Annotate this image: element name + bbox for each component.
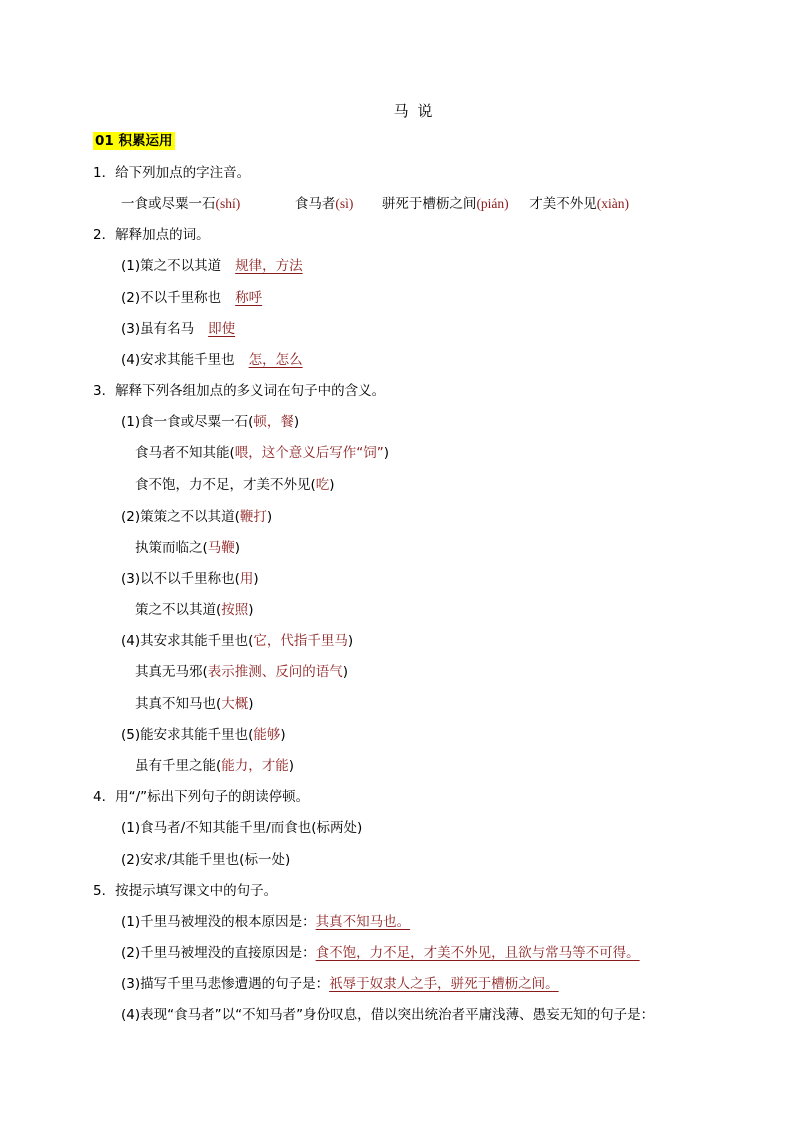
q3-line	[135, 695, 254, 713]
q3-line	[121, 570, 259, 588]
q3-close-paren: )	[280, 727, 286, 743]
q2-item-text: (4)安求其能千里也	[121, 352, 235, 368]
q3-line-text: (2)策策之不以其道(	[121, 509, 240, 525]
q3-line-text: (4)其安求其能千里也(	[121, 633, 254, 649]
q3-line	[135, 444, 389, 462]
q2-item-text: (1)策之不以其道	[121, 258, 222, 274]
question-1-items	[121, 195, 629, 213]
q3-close-paren: )	[288, 758, 295, 774]
q4-item: (1)食马者/不知其能千里/而食也(标两处)	[121, 820, 363, 836]
q2-answer: 称呼	[235, 290, 263, 306]
q3-answer: 按照	[221, 602, 249, 618]
q1-item-text: 骈死于槽枥之间	[381, 196, 477, 212]
q3-line	[121, 726, 286, 744]
q3-close-paren: )	[248, 602, 254, 618]
q2-item	[121, 289, 262, 307]
q3-line-text: (5)能安求其能千里也(	[121, 727, 254, 743]
q3-line	[135, 757, 294, 775]
question-3-stem: 3．解释下列各组加点的多义词在句子中的含义。	[93, 383, 386, 399]
q3-line	[135, 539, 240, 557]
q5-item	[121, 1006, 654, 1024]
question-5-stem: 5．按提示填写课文中的句子。	[93, 883, 278, 899]
q3-answer: 用	[239, 571, 254, 587]
q5-item-text: (2)千里马被埋没的直接原因是：	[121, 945, 316, 961]
q3-answer: 鞭打	[239, 509, 267, 525]
q3-close-paren: )	[383, 445, 390, 461]
q3-close-paren: )	[266, 509, 273, 525]
q3-close-paren: )	[234, 540, 241, 556]
q2-item-text: (2)不以千里称也	[121, 290, 222, 306]
q4-item: (2)安求/其能千里也(标一处)	[121, 852, 291, 868]
q3-line-text: 食马者不知其能(	[135, 445, 235, 461]
q1-item-text: 才美不外见	[529, 196, 597, 212]
q2-item	[121, 320, 235, 338]
q3-close-paren: )	[329, 477, 335, 493]
q5-item	[121, 944, 640, 962]
q5-answer: 其真不知马也。	[315, 914, 411, 930]
q3-answer: 表示推测、反问的语气	[207, 664, 343, 680]
q3-line	[135, 663, 348, 681]
question-1-stem: 1．给下列加点的字注音。	[93, 165, 251, 181]
q3-answer: 它，代指千里马	[253, 633, 348, 649]
q3-line-text: 策之不以其道(	[135, 602, 222, 618]
page-title: 马 说	[393, 102, 435, 120]
q3-line	[135, 601, 254, 619]
q2-item-text: (3)虽有名马	[121, 321, 195, 337]
q5-item-text: (1)千里马被埋没的根本原因是：	[121, 914, 316, 930]
q5-item-text: (3)描写千里马悲惨遭遇的句子是：	[121, 976, 330, 992]
q3-line	[135, 476, 335, 494]
q2-answer: 即使	[208, 321, 236, 337]
q3-line	[121, 508, 272, 526]
q3-close-paren: )	[342, 664, 349, 680]
q2-answer: 怎，怎么	[248, 352, 303, 368]
q3-answer: 马鞭	[207, 540, 235, 556]
q5-item	[121, 975, 559, 993]
q3-line-text: (3)以不以千里称也(	[121, 571, 240, 587]
question-2-stem: 2．解释加点的词。	[93, 227, 210, 243]
q3-close-paren: )	[253, 571, 259, 587]
q3-answer: 能够	[253, 727, 281, 743]
question-4-stem: 4．用“/”标出下列句子的朗读停顿。	[93, 789, 310, 805]
q3-close-paren: )	[248, 696, 254, 712]
q3-answer: 能力，才能	[221, 758, 289, 774]
q3-line-text: (1)食一食或尽粟一石(	[121, 414, 254, 430]
q5-answer: 祇辱于奴隶人之手，骈死于槽枥之间。	[329, 976, 559, 992]
q3-answer: 顿，餐	[253, 414, 294, 430]
section-heading: 01 积累运用	[95, 133, 173, 149]
q2-answer: 规律，方法	[235, 258, 303, 274]
q3-line-text: 其真不知马也(	[135, 696, 222, 712]
q3-close-paren: )	[293, 414, 300, 430]
q1-item-pinyin: (sì)	[335, 196, 354, 211]
q3-close-paren: )	[347, 633, 354, 649]
q2-item	[121, 351, 303, 369]
q1-item-pinyin: (shí)	[215, 196, 241, 211]
q3-answer: 吃	[315, 477, 330, 493]
q3-line-text: 其真无马邪(	[135, 664, 208, 680]
q5-item	[121, 913, 410, 931]
q3-line-text: 虽有千里之能(	[135, 758, 222, 774]
q1-item-pinyin: (pián)	[476, 196, 509, 211]
q3-line-text: 执策而临之(	[135, 540, 208, 556]
q1-item-text: 食马者	[294, 196, 336, 212]
q5-item-text: (4)表现“食马者”以“不知马者”身份叹息，借以突出统治者平庸浅薄、愚妄无知的句子是：	[121, 1007, 655, 1023]
q2-item	[121, 257, 303, 275]
q3-line	[121, 632, 353, 650]
q1-item-pinyin: (xiàn)	[596, 196, 629, 211]
q3-answer: 喂，这个意义后写作“饲”	[234, 445, 384, 461]
q3-answer: 大概	[221, 696, 249, 712]
q1-item-text: 一食或尽粟一石	[121, 196, 216, 212]
q5-answer: 食不饱，力不足，才美不外见，且欲与常马等不可得。	[315, 945, 640, 961]
q3-line-text: 食不饱，力不足，才美不外见(	[135, 477, 316, 493]
q3-line	[121, 413, 299, 431]
